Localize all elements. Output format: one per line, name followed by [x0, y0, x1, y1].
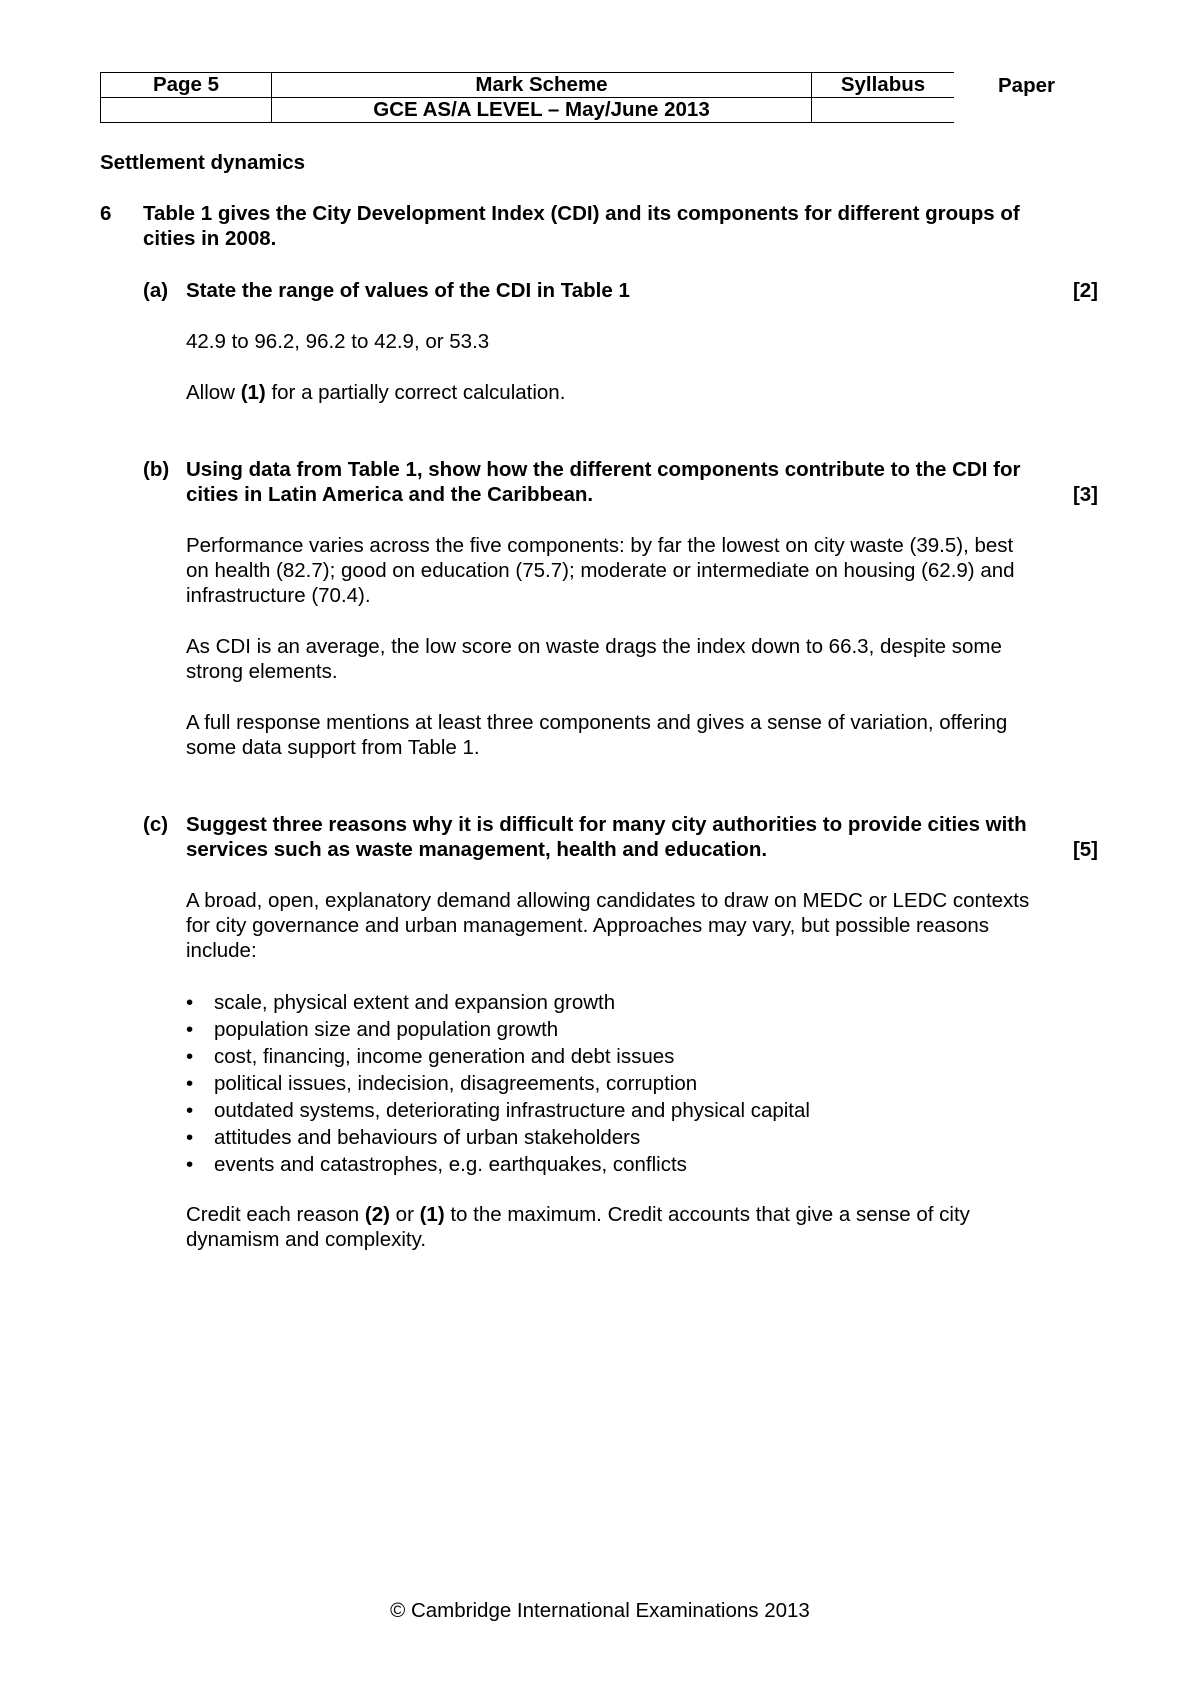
part-b-label: (b) — [143, 458, 170, 481]
header-blank-cell — [101, 98, 272, 123]
section-title: Settlement dynamics — [100, 151, 306, 174]
part-b-para-1: Performance varies across the five components: by far the lowest on city waste (39.5), best on health (82.7); good on education (75.7); moderate or intermediate on housing (62.9) and infrastructure (70.4). — [186, 534, 1015, 607]
part-b-marks: [3] — [1072, 483, 1098, 506]
part-b-para-3: A full response mentions at least three components and gives a sense of variation, offering some data support from Table 1. — [186, 711, 1008, 759]
reasons-list — [186, 989, 810, 1178]
list-item: • population size and population growth — [186, 1016, 810, 1043]
part-c-question: Suggest three reasons why it is difficult for many city authorities to provide cities with services such as waste management, health and education. — [186, 813, 1027, 861]
header-mark-scheme: Mark Scheme — [272, 73, 812, 98]
header-syllabus-code-cell — [812, 98, 955, 123]
part-c-marks: [5] — [1072, 838, 1098, 861]
header-paper: Paper — [998, 74, 1055, 97]
question-text: Table 1 gives the City Development Index (CDI) and its components for different groups of cities in 2008. — [143, 202, 1020, 250]
list-item: • outdated systems, deteriorating infrastructure and physical capital — [186, 1097, 810, 1124]
part-b-question: Using data from Table 1, show how the different components contribute to the CDI for cities in Latin America and the Caribbean. — [186, 458, 1021, 506]
list-item: • political issues, indecision, disagreements, corruption — [186, 1070, 810, 1097]
part-c-label: (c) — [143, 813, 169, 836]
header-exam: GCE AS/A LEVEL – May/June 2013 — [272, 98, 812, 123]
footer-copyright: © Cambridge International Examinations 2013 — [390, 1599, 810, 1622]
list-item: • attitudes and behaviours of urban stakeholders — [186, 1124, 810, 1151]
list-item: • scale, physical extent and expansion growth — [186, 989, 810, 1016]
part-a-question: State the range of values of the CDI in Table 1 — [186, 279, 630, 302]
part-b-para-2: As CDI is an average, the low score on waste drags the index down to 66.3, despite some strong elements. — [186, 635, 1002, 683]
part-a-answer: 42.9 to 96.2, 96.2 to 42.9, or 53.3 — [186, 330, 490, 353]
question-number: 6 — [100, 202, 112, 225]
part-c-intro: A broad, open, explanatory demand allowing candidates to draw on MEDC or LEDC contexts for city governance and urban management. Approaches may vary, but possible reasons include: — [186, 889, 1030, 962]
header-syllabus: Syllabus — [812, 73, 955, 98]
list-item: • events and catastrophes, e.g. earthquakes, conflicts — [186, 1151, 810, 1178]
part-c-credit: Credit each reason (2) or (1) to the maximum. Credit accounts that give a sense of city dynamism and complexity. — [186, 1203, 970, 1251]
header-table — [100, 72, 954, 123]
header-page: Page 5 — [101, 73, 272, 98]
part-a-marks: [2] — [1072, 279, 1098, 302]
part-a-label: (a) — [143, 279, 169, 302]
list-item: • cost, financing, income generation and debt issues — [186, 1043, 810, 1070]
part-a-allow: Allow (1) for a partially correct calculation. — [186, 381, 566, 404]
